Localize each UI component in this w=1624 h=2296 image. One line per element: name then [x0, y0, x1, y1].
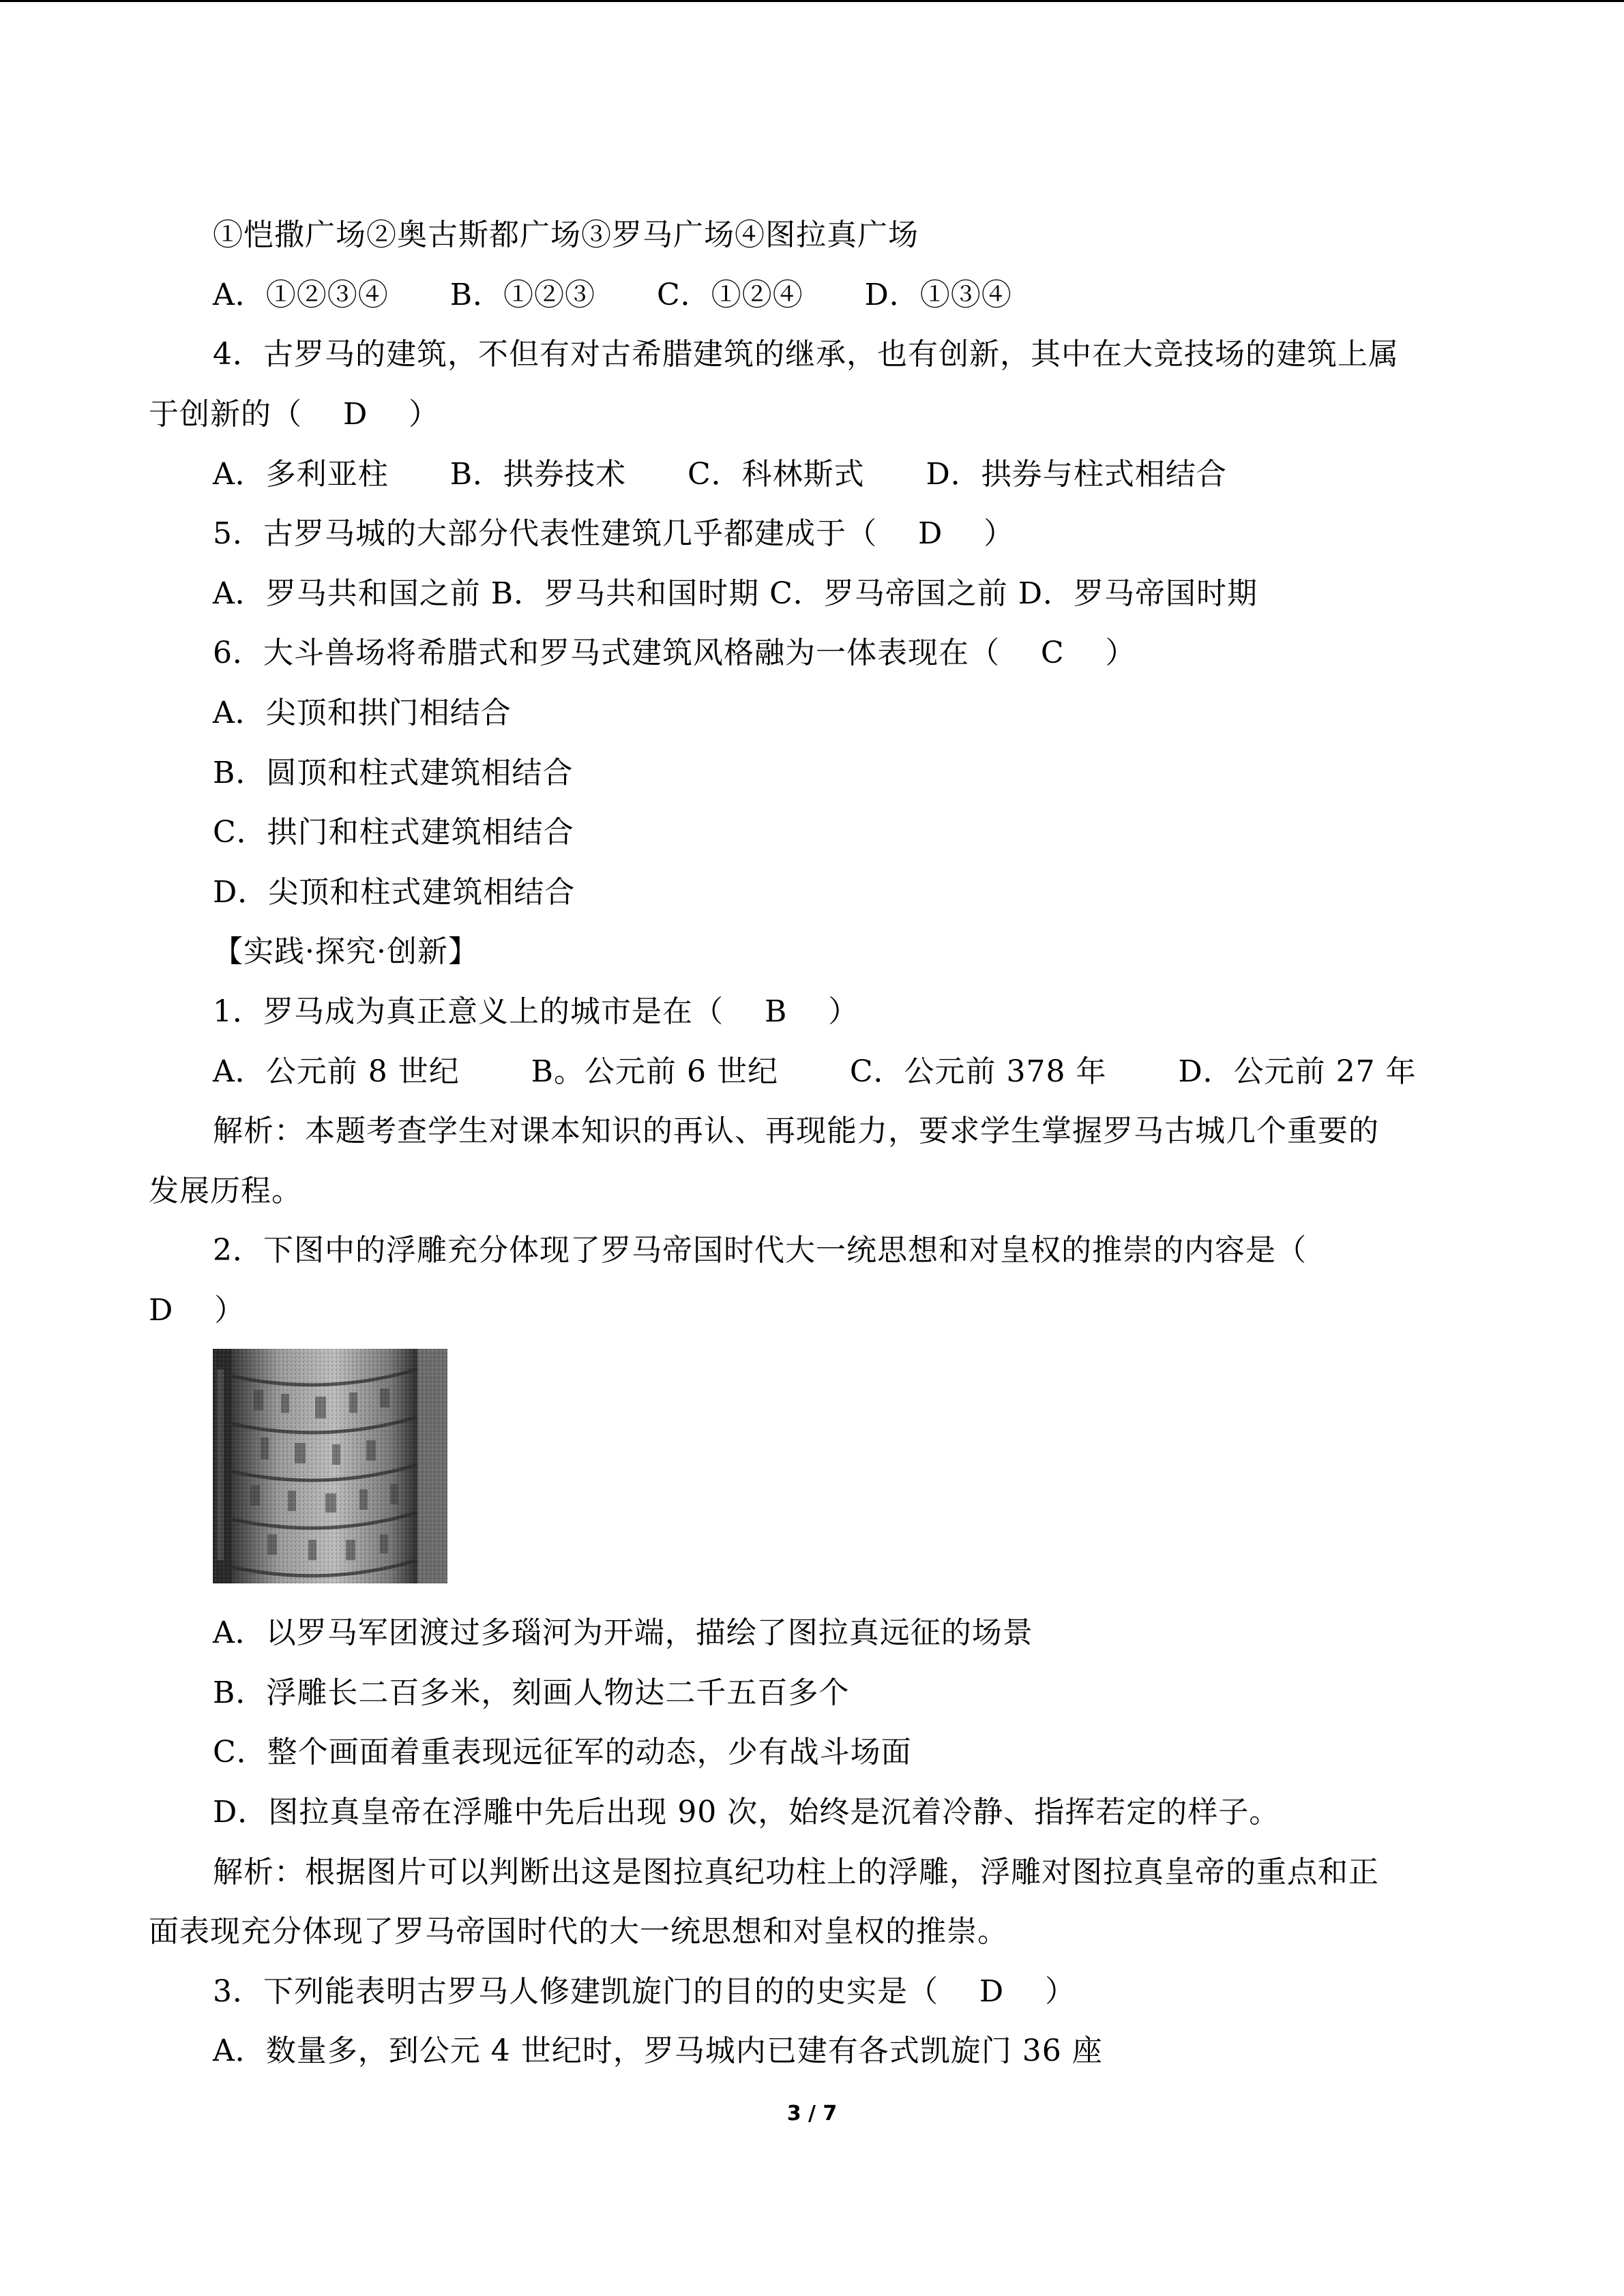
practice-question-1: 1．罗马成为真正意义上的城市是在（ B ）	[213, 994, 859, 1029]
question-4-line-2: 于创新的（ D ）	[149, 397, 440, 432]
page-number: 3 / 7	[786, 2102, 838, 2126]
analysis-2-line-2: 面表现充分体现了罗马帝国时代的大一统思想和对皇权的推崇。	[149, 1914, 1008, 1949]
option-p2c: C．整个画面着重表现远征军的动态，少有战斗场面	[213, 1735, 912, 1770]
answer-choices-q4: A．多利亚柱 B．拱券技术 C．科林斯式 D．拱券与柱式相结合	[213, 457, 1227, 492]
top-border-rule	[0, 0, 1624, 2]
analysis-1-line-1: 解析：本题考查学生对课本知识的再认、再现能力，要求学生掌握罗马古城几个重要的	[213, 1114, 1379, 1148]
answer-choices-q3: A．①②③④ B．①②③ C．①②④ D．①③④	[213, 278, 1012, 312]
answer-choices-q5: A．罗马共和国之前 B．罗马共和国时期 C．罗马帝国之前 D．罗马帝国时期	[213, 576, 1258, 611]
question-4-line-1: 4．古罗马的建筑，不但有对古希腊建筑的继承，也有创新，其中在大竞技场的建筑上属	[213, 337, 1399, 372]
question-6: 6．大斗兽场将希腊式和罗马式建筑风格融为一体表现在（ C ）	[213, 636, 1136, 670]
option-6d: D．尖顶和柱式建筑相结合	[213, 875, 576, 910]
question-5: 5．古罗马城的大部分代表性建筑几乎都建成于（ D ）	[213, 516, 1015, 551]
section-heading: 【实践·探究·创新】	[213, 934, 479, 969]
option-p3a: A．数量多，到公元 4 世纪时，罗马城内已建有各式凯旋门 36 座	[213, 2033, 1103, 2068]
practice-question-3: 3．下列能表明古罗马人修建凯旋门的目的的史实是（ D ）	[213, 1974, 1076, 2009]
analysis-2-line-1: 解析：根据图片可以判断出这是图拉真纪功柱上的浮雕，浮雕对图拉真皇帝的重点和正	[213, 1855, 1379, 1890]
practice-question-2-line-2: D ）	[149, 1293, 246, 1328]
option-p2b: B．浮雕长二百多米，刻画人物达二千五百多个	[213, 1675, 850, 1710]
analysis-1-line-2: 发展历程。	[149, 1174, 302, 1208]
option-6c: C．拱门和柱式建筑相结合	[213, 815, 574, 850]
option-6b: B．圆顶和柱式建筑相结合	[213, 756, 574, 790]
answer-choices-p1: A．公元前 8 世纪 B。公元前 6 世纪 C．公元前 378 年 D．公元前 27 年	[213, 1054, 1417, 1089]
option-p2a: A．以罗马军团渡过多瑙河为开端，描绘了图拉真远征的场景	[213, 1615, 1033, 1650]
option-p2d: D．图拉真皇帝在浮雕中先后出现 90 次，始终是沉着冷静、指挥若定的样子。	[213, 1795, 1280, 1830]
practice-question-2-line-1: 2．下图中的浮雕充分体现了罗马帝国时代大一统思想和对皇权的推崇的内容是（	[213, 1233, 1307, 1268]
options-line-places: ①恺撒广场②奥古斯都广场③罗马广场④图拉真广场	[213, 218, 919, 252]
trajan-column-relief-image	[213, 1349, 447, 1583]
option-6a: A．尖顶和拱门相结合	[213, 696, 512, 730]
